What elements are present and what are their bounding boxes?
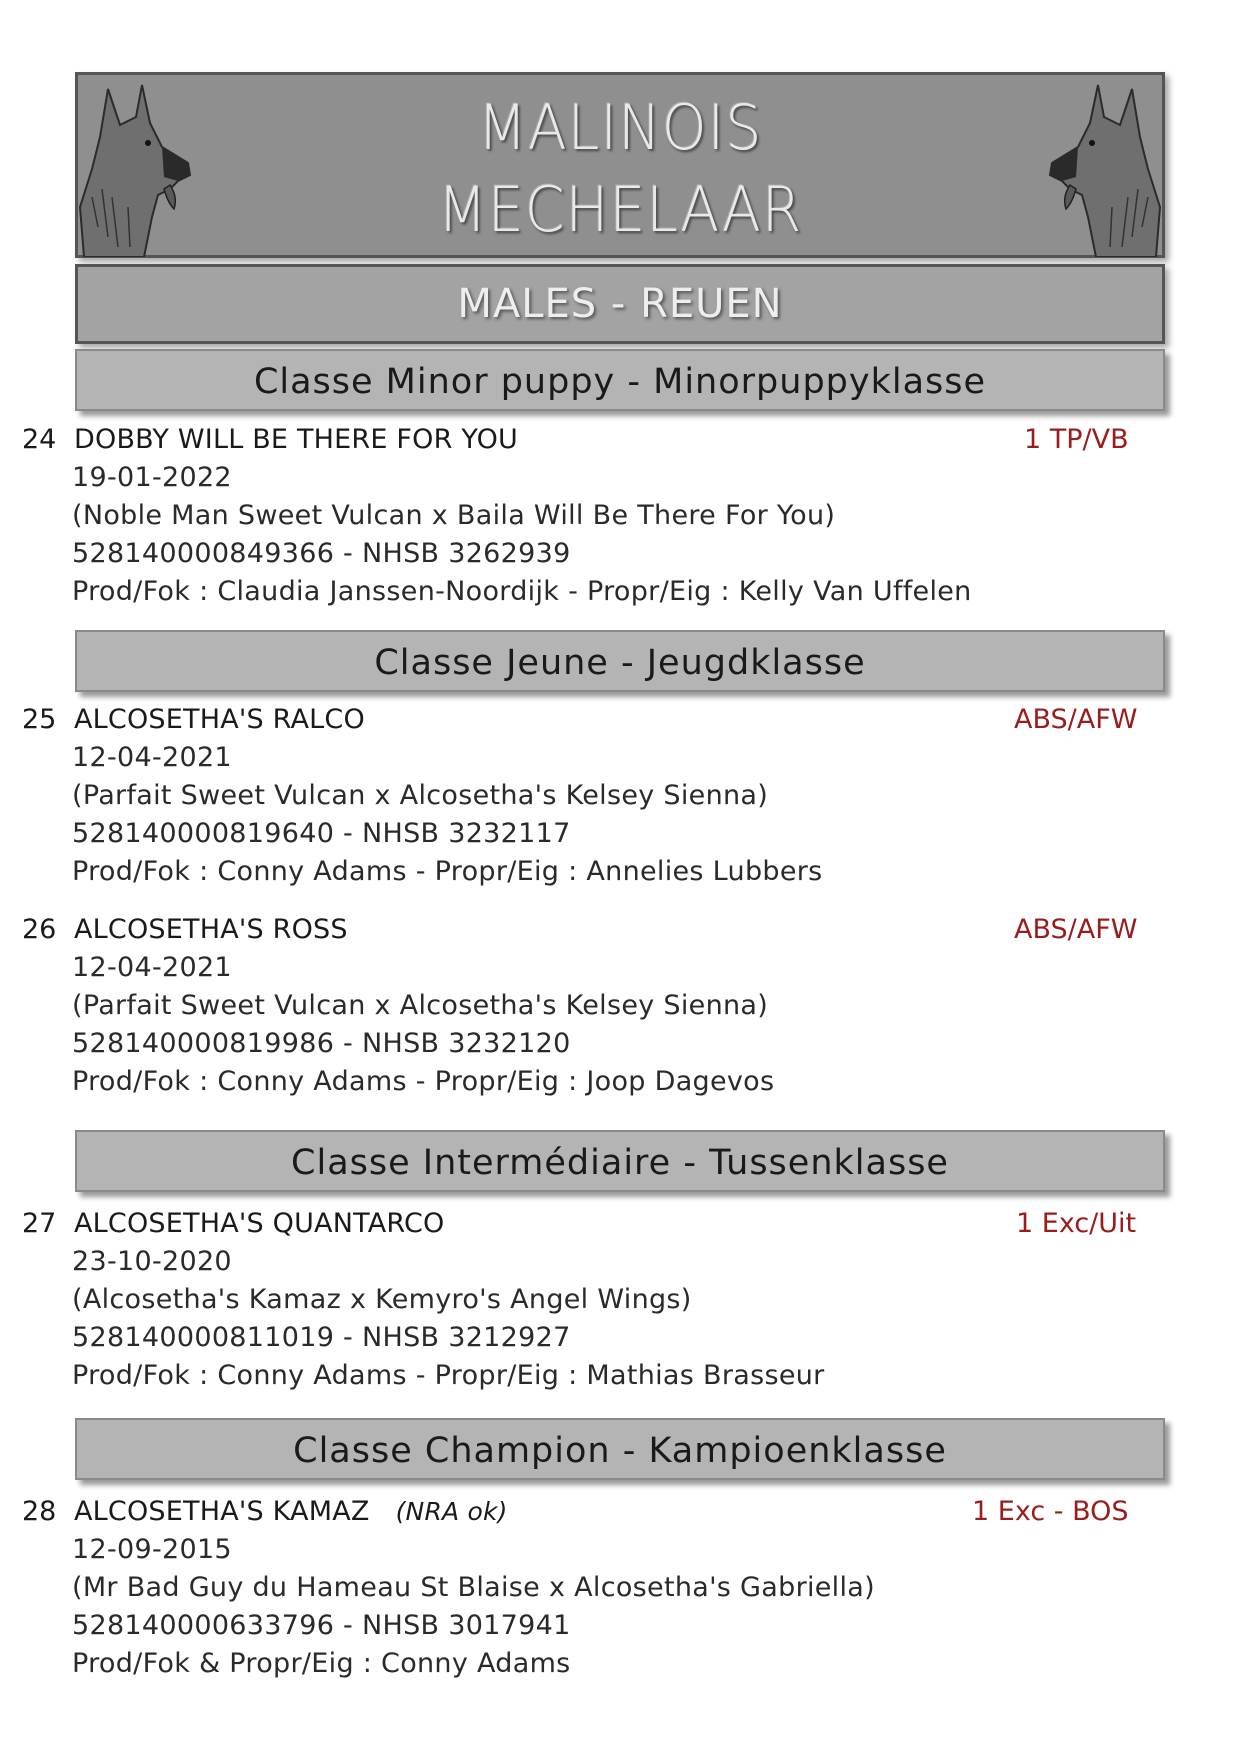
date-of-birth: 23-10-2020 [72,1246,232,1277]
breed-title-line2: MECHELAAR [437,173,803,246]
entry-number: 25 [22,704,57,735]
breeder-owner: Prod/Fok : Claudia Janssen-Noordijk - Propr/Eig : Kelly Van Uffelen [72,576,972,607]
health-note: (NRA ok) [395,1497,508,1526]
entry-result: 1 TP/VB [1024,424,1129,455]
entry-number: 26 [22,914,57,945]
registration: 528140000811019 - NHSB 3212927 [72,1322,571,1353]
class-title: Classe Minor puppy - Minorpuppyklasse [253,362,987,402]
dog-name: ALCOSETHA'S KAMAZ [74,1496,370,1527]
breeder-owner: Prod/Fok & Propr/Eig : Conny Adams [72,1648,571,1679]
class-banner-jeune [75,630,1165,692]
entry-result: 1 Exc - BOS [972,1496,1129,1527]
breeder-owner: Prod/Fok : Conny Adams - Propr/Eig : Annelies Lubbers [72,856,823,887]
dog-name: ALCOSETHA'S ROSS [74,914,348,945]
sex-banner [75,264,1165,344]
entry-result: ABS/AFW [1014,704,1138,735]
class-banner-champion [75,1418,1165,1480]
parents: (Parfait Sweet Vulcan x Alcosetha's Kelsey Sienna) [72,780,769,811]
breed-title-line1: MALINOIS [477,91,763,164]
class-title: Classe Jeune - Jeugdklasse [374,643,866,683]
dog-name-group [74,1496,508,1527]
entry-number: 24 [22,424,57,455]
entry-result: 1 Exc/Uit [1016,1208,1137,1239]
sex-title: MALES - REUEN [457,281,783,327]
entry-number: 27 [22,1208,57,1239]
date-of-birth: 19-01-2022 [72,462,232,493]
dog-name: ALCOSETHA'S RALCO [74,704,365,735]
breeder-owner: Prod/Fok : Conny Adams - Propr/Eig : Joop Dagevos [72,1066,775,1097]
class-banner-minor-puppy [75,349,1165,411]
registration: 528140000849366 - NHSB 3262939 [72,538,571,569]
date-of-birth: 12-04-2021 [72,742,232,773]
dog-name: ALCOSETHA'S QUANTARCO [74,1208,445,1239]
date-of-birth: 12-04-2021 [72,952,232,983]
parents: (Noble Man Sweet Vulcan x Baila Will Be There For You) [72,500,836,531]
registration: 528140000819640 - NHSB 3232117 [72,818,571,849]
parents: (Alcosetha's Kamaz x Kemyro's Angel Wings) [72,1284,692,1315]
breeder-owner: Prod/Fok : Conny Adams - Propr/Eig : Mathias Brasseur [72,1360,825,1391]
dog-name: DOBBY WILL BE THERE FOR YOU [74,424,518,455]
parents: (Parfait Sweet Vulcan x Alcosetha's Kelsey Sienna) [72,990,769,1021]
title-banner [75,72,1165,258]
class-title: Classe Intermédiaire - Tussenklasse [291,1143,949,1183]
entry-number: 28 [22,1496,57,1527]
date-of-birth: 12-09-2015 [72,1534,232,1565]
class-banner-intermediaire [75,1130,1165,1192]
registration: 528140000633796 - NHSB 3017941 [72,1610,571,1641]
registration: 528140000819986 - NHSB 3232120 [72,1028,571,1059]
parents: (Mr Bad Guy du Hameau St Blaise x Alcosetha's Gabriella) [72,1572,875,1603]
class-title: Classe Champion - Kampioenklasse [293,1431,947,1471]
entry-result: ABS/AFW [1014,914,1138,945]
